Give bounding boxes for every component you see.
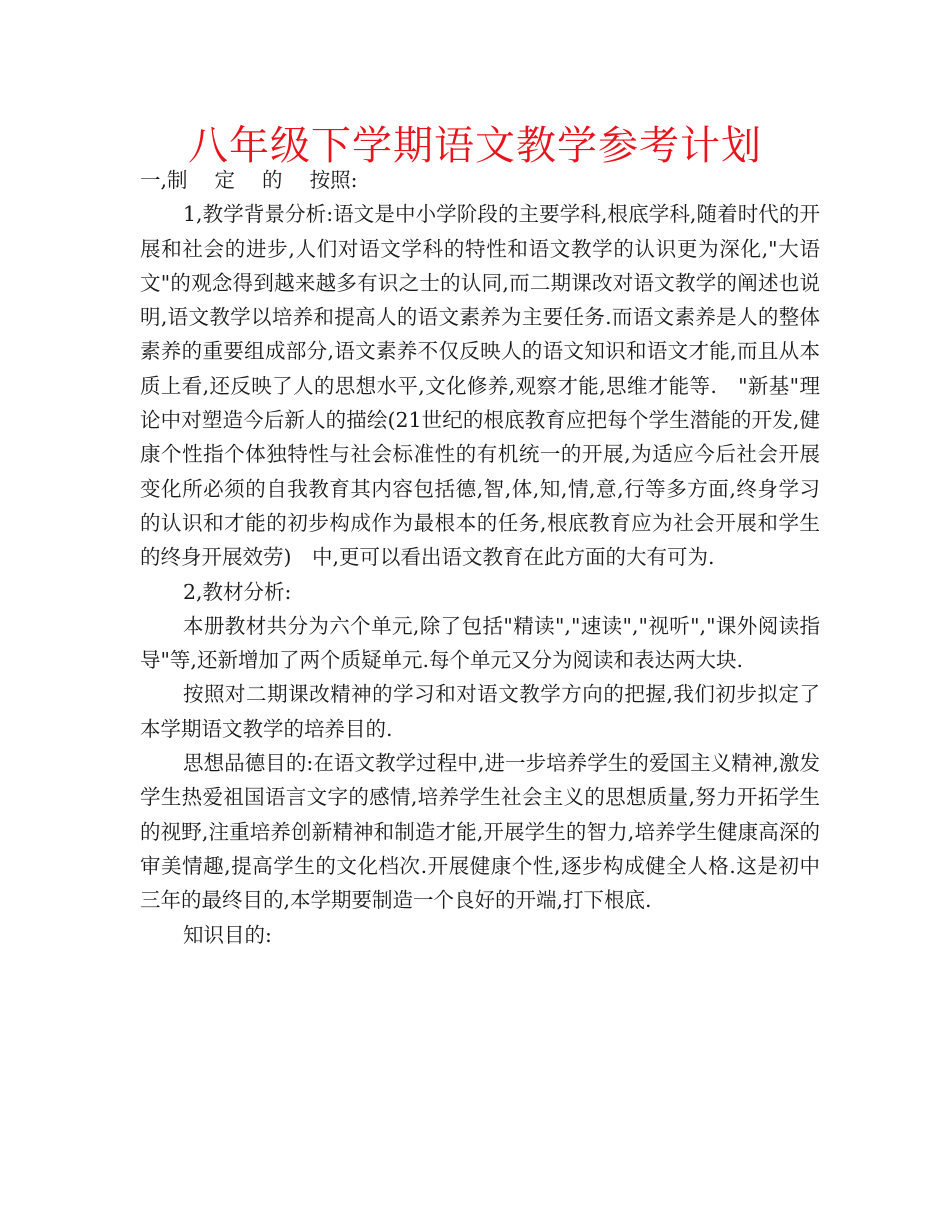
paragraph-background-analysis: 1,教学背景分析:语文是中小学阶段的主要学科,根底学科,随着时代的开展和社会的进步,人们对语文学科的特性和语文教学的认识更为深化,"大语文"的观念得到越来越多有识之士的认同,而二期课改对语文教学的阐述也说明,语文教学以培养和提高人的语文素养为主要任务.而语文素养是人的整体素养的重要组成部分,语文素养不仅反映人的语文知识和语文才能,而且从本质上看,还反映了人的思想水平,文化修养,观察才能,思维才能等. "新基"理论中对塑造今后新人的描绘(21世纪的根底教育应把每个学生潜能的开发,健康个性指个体独特性与社会标准性的有机统一的开展,为适应今后社会开展变化所必须的自我教育其内容包括德,智,体,知,情,意,行等多方面,终身学习的认识和才能的初步构成作为最根本的任务,根底教育应为社会开展和学生的终身开展效劳) 中,更可以看出语文教育在此方面的大有可为. <box>140 202 820 570</box>
paragraph-moral-goals: 思想品德目的:在语文教学过程中,进一步培养学生的爱国主义精神,激发学生热爱祖国语言文字的感情,培养学生社会主义的思想质量,努力开拓学生的视野,注重培养创新精神和制造才能,开展学生的智力,培养学生健康高深的审美情趣,提高学生的文化档次.开展健康个性,逐步构成健全人格.这是初中三年的最终目的,本学期要制造一个良好的开端,打下根底. <box>140 751 820 913</box>
paragraph-textbook-analysis-heading: 2,教材分析: <box>183 579 292 604</box>
paragraph-knowledge-goals: 知识目的: <box>183 922 272 947</box>
document-body <box>140 163 820 952</box>
paragraph-textbook-units: 本册教材共分为六个单元,除了包括"精读","速读","视听","课外阅读指导"等,还新增加了两个质疑单元.每个单元又分为阅读和表达两大块. <box>140 613 820 673</box>
section-heading: 一,制 定 的 按照: <box>140 168 358 192</box>
paragraph-teaching-goals-intro: 按照对二期课改精神的学习和对语文教学方向的把握,我们初步拟定了本学期语文教学的培养目的. <box>140 682 820 741</box>
document-title: 八年级下学期语文教学参考计划 <box>188 123 762 169</box>
